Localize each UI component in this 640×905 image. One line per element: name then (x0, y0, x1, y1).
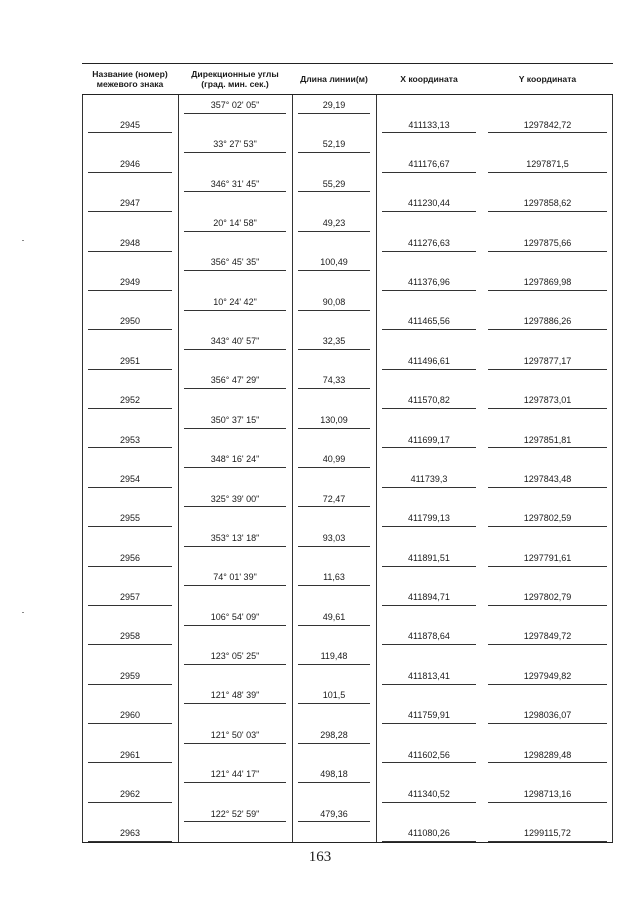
segment-row (82, 213, 613, 233)
segment-row (82, 489, 613, 509)
x-coordinate-cell: 411759,91 (376, 705, 482, 725)
segment-row (82, 568, 613, 588)
table-border-bottom (82, 842, 613, 843)
line-length-cell: 130,09 (292, 410, 376, 430)
x-coordinate-cell: 411799,13 (376, 508, 482, 528)
direction-angle-cell: 33° 27' 53" (178, 134, 292, 154)
empty-cell (376, 725, 482, 745)
x-coordinate-cell: 411891,51 (376, 548, 482, 568)
boundary-point-row (82, 115, 613, 135)
line-length-cell: 479,36 (292, 804, 376, 824)
x-coordinate-cell: 411878,64 (376, 627, 482, 647)
empty-cell (482, 449, 613, 469)
direction-angle-cell: 346° 31' 45" (178, 174, 292, 194)
empty-cell (178, 351, 292, 371)
point-name-cell: 2950 (82, 312, 178, 332)
empty-cell (482, 371, 613, 391)
empty-cell (292, 548, 376, 568)
direction-angle-cell: 350° 37' 15" (178, 410, 292, 430)
x-coordinate-cell: 411230,44 (376, 193, 482, 213)
empty-cell (376, 331, 482, 351)
header-x: X координата (400, 74, 458, 84)
boundary-point-row (82, 390, 613, 410)
empty-cell (178, 508, 292, 528)
point-name-cell: 2962 (82, 784, 178, 804)
y-coordinate-cell: 1297875,66 (482, 233, 613, 253)
empty-cell (178, 115, 292, 135)
x-coordinate-cell: 411465,56 (376, 312, 482, 332)
empty-cell (82, 607, 178, 627)
empty-cell (82, 489, 178, 509)
empty-cell (292, 784, 376, 804)
direction-angle-cell: 121° 50' 03" (178, 725, 292, 745)
y-coordinate-cell: 1297802,79 (482, 587, 613, 607)
boundary-point-row (82, 823, 613, 843)
empty-cell (482, 331, 613, 351)
x-coordinate-cell: 411699,17 (376, 430, 482, 450)
segment-row (82, 95, 613, 115)
boundary-point-row (82, 627, 613, 647)
line-length-cell: 49,61 (292, 607, 376, 627)
empty-cell (376, 804, 482, 824)
segment-row (82, 292, 613, 312)
empty-cell (292, 627, 376, 647)
x-coordinate-cell: 411602,56 (376, 745, 482, 765)
y-coordinate-cell: 1297873,01 (482, 390, 613, 410)
empty-cell (82, 804, 178, 824)
direction-angle-cell: 357° 02' 05" (178, 95, 292, 115)
direction-angle-cell: 106° 54' 09" (178, 607, 292, 627)
empty-cell (82, 253, 178, 273)
x-coordinate-cell: 411340,52 (376, 784, 482, 804)
line-length-cell: 101,5 (292, 686, 376, 706)
empty-cell (482, 95, 613, 115)
boundary-point-row (82, 666, 613, 686)
direction-angle-cell: 10° 24' 42" (178, 292, 292, 312)
y-coordinate-cell: 1297877,17 (482, 351, 613, 371)
segment-row (82, 331, 613, 351)
segment-row (82, 725, 613, 745)
empty-cell (292, 587, 376, 607)
empty-cell (82, 449, 178, 469)
y-coordinate-cell: 1298036,07 (482, 705, 613, 725)
header-y: Y координата (518, 74, 577, 84)
boundary-point-row (82, 745, 613, 765)
empty-cell (82, 725, 178, 745)
empty-cell (482, 646, 613, 666)
empty-cell (482, 489, 613, 509)
direction-angle-cell: 356° 47' 29" (178, 371, 292, 391)
boundary-point-row (82, 587, 613, 607)
empty-cell (178, 430, 292, 450)
empty-cell (376, 95, 482, 115)
empty-cell (178, 548, 292, 568)
empty-cell (178, 312, 292, 332)
direction-angle-cell: 343° 40' 57" (178, 331, 292, 351)
y-coordinate-cell: 1297843,48 (482, 469, 613, 489)
point-name-cell: 2948 (82, 233, 178, 253)
empty-cell (482, 528, 613, 548)
boundary-point-row (82, 193, 613, 213)
empty-cell (178, 666, 292, 686)
point-name-cell: 2954 (82, 469, 178, 489)
boundary-point-row (82, 705, 613, 725)
boundary-point-row (82, 233, 613, 253)
y-coordinate-cell: 1297842,72 (482, 115, 613, 135)
empty-cell (376, 134, 482, 154)
point-name-cell: 2947 (82, 193, 178, 213)
empty-cell (292, 508, 376, 528)
line-length-cell: 40,99 (292, 449, 376, 469)
empty-cell (82, 174, 178, 194)
line-length-cell: 498,18 (292, 764, 376, 784)
coordinates-table (82, 63, 613, 843)
y-coordinate-cell: 1297802,59 (482, 508, 613, 528)
empty-cell (82, 213, 178, 233)
empty-cell (82, 134, 178, 154)
x-coordinate-cell: 411739,3 (376, 469, 482, 489)
empty-cell (292, 193, 376, 213)
table-body (82, 95, 613, 843)
empty-cell (292, 823, 376, 843)
y-coordinate-cell: 1297886,26 (482, 312, 613, 332)
empty-cell (178, 745, 292, 765)
line-length-cell: 72,47 (292, 489, 376, 509)
empty-cell (178, 469, 292, 489)
empty-cell (482, 725, 613, 745)
boundary-point-row (82, 508, 613, 528)
empty-cell (292, 233, 376, 253)
empty-cell (292, 705, 376, 725)
empty-cell (82, 764, 178, 784)
segment-row (82, 764, 613, 784)
x-coordinate-cell: 411813,41 (376, 666, 482, 686)
direction-angle-cell: 122° 52' 59" (178, 804, 292, 824)
empty-cell (376, 686, 482, 706)
empty-cell (292, 272, 376, 292)
empty-cell (82, 95, 178, 115)
empty-cell (376, 213, 482, 233)
line-length-cell: 119,48 (292, 646, 376, 666)
point-name-cell: 2958 (82, 627, 178, 647)
y-coordinate-cell: 1299115,72 (482, 823, 613, 843)
segment-row (82, 528, 613, 548)
direction-angle-cell: 74° 01' 39" (178, 568, 292, 588)
line-length-cell: 52,19 (292, 134, 376, 154)
empty-cell (292, 469, 376, 489)
empty-cell (292, 430, 376, 450)
segment-row (82, 410, 613, 430)
direction-angle-cell: 348° 16' 24" (178, 449, 292, 469)
x-coordinate-cell: 411176,67 (376, 154, 482, 174)
empty-cell (178, 193, 292, 213)
x-coordinate-cell: 411496,61 (376, 351, 482, 371)
empty-cell (178, 272, 292, 292)
line-length-cell: 49,23 (292, 213, 376, 233)
point-name-cell: 2949 (82, 272, 178, 292)
empty-cell (292, 745, 376, 765)
empty-cell (178, 627, 292, 647)
empty-cell (292, 312, 376, 332)
boundary-point-row (82, 312, 613, 332)
line-length-cell: 11,63 (292, 568, 376, 588)
scan-mark (22, 240, 24, 241)
direction-angle-cell: 325° 39' 00" (178, 489, 292, 509)
point-name-cell: 2956 (82, 548, 178, 568)
boundary-point-row (82, 784, 613, 804)
direction-angle-cell: 121° 44' 17" (178, 764, 292, 784)
direction-angle-cell: 356° 45' 35" (178, 253, 292, 273)
direction-angle-cell: 353° 13' 18" (178, 528, 292, 548)
empty-cell (482, 134, 613, 154)
empty-cell (482, 607, 613, 627)
segment-row (82, 449, 613, 469)
segment-row (82, 371, 613, 391)
empty-cell (82, 568, 178, 588)
line-length-cell: 93,03 (292, 528, 376, 548)
header-length: Длина линии(м) (300, 74, 368, 84)
empty-cell (482, 568, 613, 588)
point-name-cell: 2957 (82, 587, 178, 607)
point-name-cell: 2959 (82, 666, 178, 686)
direction-angle-cell: 20° 14' 58" (178, 213, 292, 233)
line-length-cell: 32,35 (292, 331, 376, 351)
empty-cell (82, 292, 178, 312)
segment-row (82, 134, 613, 154)
empty-cell (292, 154, 376, 174)
boundary-point-row (82, 351, 613, 371)
empty-cell (82, 686, 178, 706)
boundary-point-row (82, 430, 613, 450)
empty-cell (376, 568, 482, 588)
point-name-cell: 2946 (82, 154, 178, 174)
empty-cell (376, 607, 482, 627)
empty-cell (376, 410, 482, 430)
segment-row (82, 804, 613, 824)
empty-cell (178, 823, 292, 843)
segment-row (82, 686, 613, 706)
empty-cell (376, 764, 482, 784)
table-header (82, 63, 613, 95)
empty-cell (292, 390, 376, 410)
point-name-cell: 2951 (82, 351, 178, 371)
segment-row (82, 646, 613, 666)
line-length-cell: 100,49 (292, 253, 376, 273)
point-name-cell: 2953 (82, 430, 178, 450)
direction-angle-cell: 123° 05' 25" (178, 646, 292, 666)
x-coordinate-cell: 411276,63 (376, 233, 482, 253)
point-name-cell: 2952 (82, 390, 178, 410)
empty-cell (82, 371, 178, 391)
empty-cell (178, 784, 292, 804)
line-length-cell: 298,28 (292, 725, 376, 745)
empty-cell (82, 528, 178, 548)
header-angle: Дирекционные углы (град. мин. сек.) (191, 69, 279, 89)
empty-cell (376, 449, 482, 469)
scan-mark (22, 612, 24, 613)
direction-angle-cell: 121° 48' 39" (178, 686, 292, 706)
line-length-cell: 55,29 (292, 174, 376, 194)
empty-cell (376, 371, 482, 391)
empty-cell (82, 410, 178, 430)
empty-cell (376, 174, 482, 194)
line-length-cell: 29,19 (292, 95, 376, 115)
empty-cell (376, 253, 482, 273)
empty-cell (178, 390, 292, 410)
empty-cell (376, 646, 482, 666)
point-name-cell: 2945 (82, 115, 178, 135)
boundary-point-row (82, 154, 613, 174)
empty-cell (482, 804, 613, 824)
x-coordinate-cell: 411570,82 (376, 390, 482, 410)
y-coordinate-cell: 1297858,62 (482, 193, 613, 213)
x-coordinate-cell: 411080,26 (376, 823, 482, 843)
y-coordinate-cell: 1297871,5 (482, 154, 613, 174)
empty-cell (82, 331, 178, 351)
x-coordinate-cell: 411133,13 (376, 115, 482, 135)
empty-cell (376, 292, 482, 312)
x-coordinate-cell: 411894,71 (376, 587, 482, 607)
line-length-cell: 74,33 (292, 371, 376, 391)
empty-cell (482, 764, 613, 784)
empty-cell (292, 666, 376, 686)
line-length-cell: 90,08 (292, 292, 376, 312)
empty-cell (482, 410, 613, 430)
empty-cell (178, 154, 292, 174)
empty-cell (482, 213, 613, 233)
segment-row (82, 607, 613, 627)
empty-cell (482, 686, 613, 706)
empty-cell (376, 528, 482, 548)
page-number: 163 (308, 849, 332, 865)
empty-cell (292, 115, 376, 135)
x-coordinate-cell: 411376,96 (376, 272, 482, 292)
point-name-cell: 2963 (82, 823, 178, 843)
y-coordinate-cell: 1298713,16 (482, 784, 613, 804)
y-coordinate-cell: 1297849,72 (482, 627, 613, 647)
y-coordinate-cell: 1297949,82 (482, 666, 613, 686)
header-name: Название (номер) межевого знака (92, 69, 168, 89)
point-name-cell: 2960 (82, 705, 178, 725)
empty-cell (178, 233, 292, 253)
y-coordinate-cell: 1297791,61 (482, 548, 613, 568)
empty-cell (482, 174, 613, 194)
y-coordinate-cell: 1297869,98 (482, 272, 613, 292)
segment-row (82, 253, 613, 273)
boundary-point-row (82, 272, 613, 292)
boundary-point-row (82, 548, 613, 568)
empty-cell (292, 351, 376, 371)
empty-cell (376, 489, 482, 509)
point-name-cell: 2961 (82, 745, 178, 765)
segment-row (82, 174, 613, 194)
boundary-point-row (82, 469, 613, 489)
y-coordinate-cell: 1297851,81 (482, 430, 613, 450)
empty-cell (82, 646, 178, 666)
empty-cell (482, 292, 613, 312)
y-coordinate-cell: 1298289,48 (482, 745, 613, 765)
empty-cell (178, 705, 292, 725)
point-name-cell: 2955 (82, 508, 178, 528)
empty-cell (482, 253, 613, 273)
empty-cell (178, 587, 292, 607)
